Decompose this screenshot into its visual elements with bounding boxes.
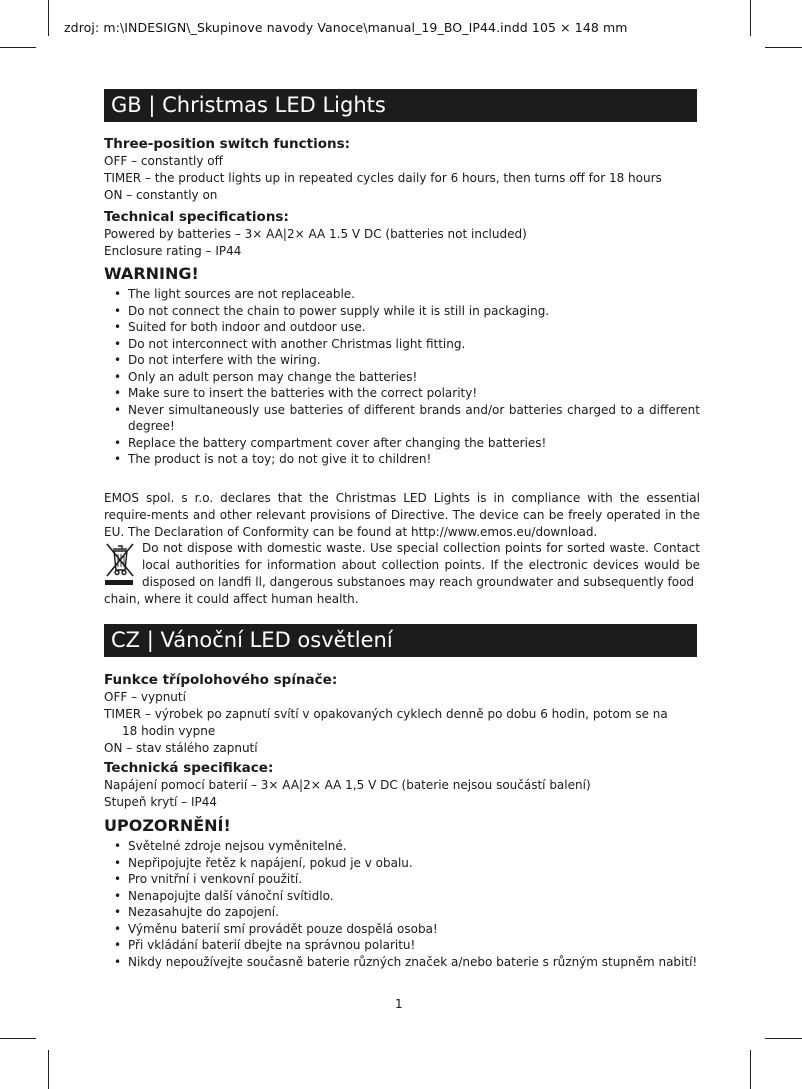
list-item: • Nikdy nepoužívejte současně baterie různých značek a/nebo baterie s různým stupněm nabití!: [104, 954, 700, 971]
gb-warning-heading: WARNING!: [104, 264, 199, 283]
list-item: • Při vkládání baterií dbejte na správnou polaritu!: [104, 937, 700, 954]
list-item: • Pro vnitřní i venkovní použití.: [104, 871, 700, 888]
cz-warning-heading: UPOZORNĚNÍ!: [104, 816, 231, 835]
cz-switch-line: 18 hodin vypne: [122, 724, 216, 738]
gb-warning-block: [104, 264, 700, 468]
cz-tech-heading: Technická specifikace:: [104, 760, 274, 776]
list-item: • Make sure to insert the batteries with the correct polarity!: [104, 385, 700, 402]
gb-switch-line: OFF – constantly off: [104, 154, 223, 168]
cz-warning-list: [104, 838, 700, 970]
list-item: • Only an adult person may change the batteries!: [104, 369, 700, 386]
cz-tech-line: Napájení pomocí baterií – 3× AA|2× AA 1,5 V DC (baterie nejsou součástí balení): [104, 778, 591, 792]
gb-tech-block: [104, 209, 700, 260]
section-banner-cz: CZ | Vánoční LED osvětlení: [104, 624, 697, 657]
gb-declaration: [104, 490, 700, 541]
crop-mark: [0, 1038, 36, 1039]
cz-switch-heading: Funkce třípolohového spínače:: [104, 672, 338, 688]
gb-switch-block: [104, 136, 700, 204]
crop-mark: [765, 1038, 802, 1039]
list-item: • Nepřipojujte řetěz k napájení, pokud je v obalu.: [104, 855, 700, 872]
weee-text: Do not dispose with domestic waste. Use special collection points for sorted waste. Contact local authorities for information about collection points. If the electronic devices would be disposed on landfi ll, dangerous substanoes may reach groundwater and subsequently food: [142, 541, 700, 589]
crop-mark: [765, 47, 802, 48]
declaration-text: EMOS spol. s r.o. declares that the Christmas LED Lights is in compliance with the essential require-ments and other relevant provisions of Directive. The device can be freely operated in the EU. The Declaration of Conformity can be found at http://www.emos.eu/download.: [104, 491, 700, 539]
cz-tech-line: Stupeň krytí – IP44: [104, 795, 218, 809]
gb-tech-line: Powered by batteries – 3× AA|2× AA 1.5 V DC (batteries not included): [104, 227, 527, 241]
list-item: • Never simultaneously use batteries of different brands and/or batteries charged to a different degree!: [104, 402, 700, 435]
crop-mark: [750, 0, 751, 36]
cz-switch-line: TIMER – výrobek po zapnutí svítí v opakovaných cyklech denně po dobu 6 hodin, potom se na: [104, 707, 668, 721]
cz-switch-block: [104, 672, 700, 757]
cz-switch-line: OFF – vypnutí: [104, 690, 186, 704]
list-item: • The product is not a toy; do not give it to children!: [104, 451, 700, 468]
gb-switch-line: TIMER – the product lights up in repeated cycles daily for 6 hours, then turns off for 18 hours: [104, 171, 662, 185]
file-slug: zdroj: m:\INDESIGN\_Skupinove navody Vanoce\manual_19_BO_IP44.indd 105 × 148 mm: [64, 20, 628, 35]
crop-mark: [750, 1050, 751, 1089]
crop-mark: [48, 1050, 49, 1089]
list-item: • Replace the battery compartment cover after changing the batteries!: [104, 435, 700, 452]
list-item: • Výměnu baterií smí provádět pouze dospělá osoba!: [104, 921, 700, 938]
cz-warning-block: [104, 816, 700, 970]
page-number: 1: [395, 997, 403, 1011]
gb-switch-line: ON – constantly on: [104, 188, 218, 202]
weee-text-tail: chain, where it could affect human health.: [104, 592, 359, 606]
list-item: • Do not connect the chain to power supply while it is still in packaging.: [104, 303, 700, 320]
list-item: • Světelné zdroje nejsou vyměnitelné.: [104, 838, 700, 855]
gb-tech-line: Enclosure rating – IP44: [104, 244, 242, 258]
gb-warning-list: [104, 286, 700, 468]
list-item: • Nenapojujte další vánoční svítidlo.: [104, 888, 700, 905]
gb-weee-block: [104, 540, 700, 608]
gb-tech-heading: Technical specifications:: [104, 209, 289, 225]
section-banner-gb: GB | Christmas LED Lights: [104, 89, 697, 122]
list-item: • Do not interfere with the wiring.: [104, 352, 700, 369]
list-item: • The light sources are not replaceable.: [104, 286, 700, 303]
list-item: • Suited for both indoor and outdoor use.: [104, 319, 700, 336]
cz-tech-block: [104, 760, 700, 811]
cz-switch-line: ON – stav stálého zapnutí: [104, 741, 258, 755]
crop-mark: [0, 47, 36, 48]
crossed-out-wheelie-bin-icon: [104, 540, 136, 588]
gb-switch-heading: Three-position switch functions:: [104, 136, 351, 152]
list-item: • Nezasahujte do zapojení.: [104, 904, 700, 921]
crop-mark: [48, 0, 49, 36]
list-item: • Do not interconnect with another Christmas light fitting.: [104, 336, 700, 353]
